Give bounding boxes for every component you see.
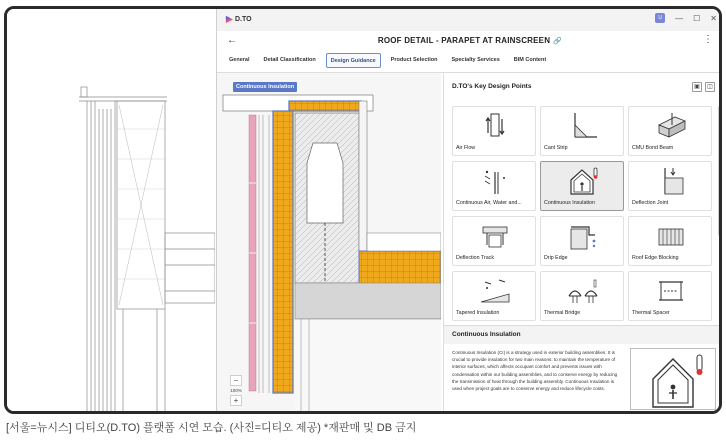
roof-edge-blocking-icon xyxy=(655,221,687,251)
thermal-spacer-icon xyxy=(655,276,687,306)
elevation-drawing-svg xyxy=(7,9,215,411)
zoom-controls xyxy=(229,375,243,406)
detail-title: Continuous Insulation xyxy=(452,331,521,338)
tab-design-guidance[interactable]: Design Guidance xyxy=(326,53,381,68)
design-point-card[interactable] xyxy=(540,106,624,156)
tab-bim-content[interactable]: BIM Content xyxy=(513,57,547,63)
tab-general[interactable]: General xyxy=(229,57,250,63)
tab-detail-classification[interactable]: Detail Classification xyxy=(263,57,316,63)
tab-product-selection[interactable]: Product Selection xyxy=(390,57,438,63)
title-bar xyxy=(217,9,722,31)
minimize-icon[interactable]: — xyxy=(675,13,684,23)
house-thermometer-icon xyxy=(567,166,599,196)
app-window xyxy=(216,9,722,411)
page-header xyxy=(217,31,722,51)
design-point-card[interactable] xyxy=(628,271,712,321)
card-label: Roof Edge Blocking xyxy=(632,255,679,261)
card-label: Deflection Joint xyxy=(632,200,669,206)
dto-logo-icon xyxy=(225,15,234,24)
page-title xyxy=(217,36,722,45)
photo-frame xyxy=(4,6,722,414)
tab-specialty-services[interactable]: Specialty Services xyxy=(451,57,500,63)
drawing-canvas[interactable] xyxy=(217,73,441,411)
card-label: Continuous Air, Water and... xyxy=(456,200,522,206)
design-point-card[interactable] xyxy=(452,271,536,321)
design-point-card[interactable] xyxy=(628,161,712,211)
arrow-left-icon[interactable]: ← xyxy=(227,35,237,46)
tapered-insulation-icon xyxy=(479,276,511,306)
save-icon[interactable]: ▣ xyxy=(692,82,702,92)
detail-header xyxy=(444,326,722,344)
design-point-card[interactable] xyxy=(452,106,536,156)
insulation-top-hatch xyxy=(289,101,361,111)
panel-title: D.TO's Key Design Points xyxy=(452,83,532,90)
roof-deck xyxy=(295,283,441,319)
app-logo-text: D.TO xyxy=(235,16,252,23)
insulation-vertical-hatch xyxy=(273,111,293,393)
continuous-insulation-tag[interactable]: Continuous Insulation xyxy=(233,82,297,92)
cmu-bond-beam-icon xyxy=(655,111,687,141)
panel-controls xyxy=(692,82,715,92)
close-icon[interactable]: ✕ xyxy=(710,13,717,23)
design-point-card[interactable] xyxy=(452,161,536,211)
elevation-drawing xyxy=(7,9,215,411)
app-logo[interactable] xyxy=(225,15,252,24)
deflection-joint-icon xyxy=(655,166,687,196)
card-label: Air Flow xyxy=(456,145,476,151)
card-label: CMU Bond Beam xyxy=(632,145,674,151)
design-points-grid xyxy=(452,106,722,322)
link-icon[interactable]: 🔗 xyxy=(553,38,563,45)
card-label: Thermal Spacer xyxy=(632,310,670,316)
more-options-icon[interactable]: ⋮ xyxy=(703,34,713,45)
design-point-card[interactable] xyxy=(452,216,536,266)
maximize-icon[interactable]: ☐ xyxy=(693,13,701,23)
detail-illustration xyxy=(630,348,716,410)
detail-description: Continuous Insulation (CI) is a strategy used in exterior building assemblies. It is crucial to provide insulation for two main reasons: to maintain the temperature of interior surfaces, which affects occupant comfort and prevents issues with condensation within our building assemblies, and to conserve energy by reducing the transmission of heat through the building assembly. Continuous Insulation is used when project goals are to conserve energy and reduce lifecycle costs. xyxy=(452,350,618,392)
house-thermometer-icon xyxy=(631,349,717,411)
split-view-icon[interactable]: ◫ xyxy=(705,82,715,92)
zoom-out-button[interactable]: − xyxy=(230,375,242,386)
parapet-section-drawing xyxy=(217,73,441,411)
design-point-card[interactable] xyxy=(540,216,624,266)
deflection-track-icon xyxy=(479,221,511,251)
page-title-text: ROOF DETAIL - PARAPET AT RAINSCREEN xyxy=(377,36,551,45)
air-flow-icon xyxy=(479,111,511,141)
card-label: Thermal Bridge xyxy=(544,310,581,316)
drip-edge-icon xyxy=(567,221,599,251)
photo-caption: [서울=뉴시스] 디티오(D.TO) 플랫폼 시연 모습. (사진=디티오 제공) *재판매 및 DB 금지 xyxy=(6,422,417,434)
window-controls xyxy=(655,13,717,23)
zoom-level: 100% xyxy=(230,388,242,393)
design-point-card[interactable] xyxy=(540,271,624,321)
blocking xyxy=(307,143,343,223)
card-label: Deflection Track xyxy=(456,255,494,261)
card-label: Tapered Insulation xyxy=(456,310,500,316)
design-point-card[interactable] xyxy=(628,216,712,266)
panel-scrollbar[interactable] xyxy=(718,106,721,236)
card-label: Drip Edge xyxy=(544,255,568,261)
user-avatar[interactable]: U xyxy=(655,13,665,23)
thermal-bridge-icon xyxy=(567,276,599,306)
cant-strip-icon xyxy=(567,111,599,141)
card-label: Continuous Insulation xyxy=(544,200,595,206)
continuous-barrier-icon xyxy=(479,166,511,196)
tab-bar xyxy=(225,53,550,69)
zoom-in-button[interactable]: + xyxy=(230,395,242,406)
card-label: Cant Strip xyxy=(544,145,568,151)
design-point-card-selected[interactable] xyxy=(540,161,624,211)
design-points-panel xyxy=(443,73,722,411)
design-point-card[interactable] xyxy=(628,106,712,156)
